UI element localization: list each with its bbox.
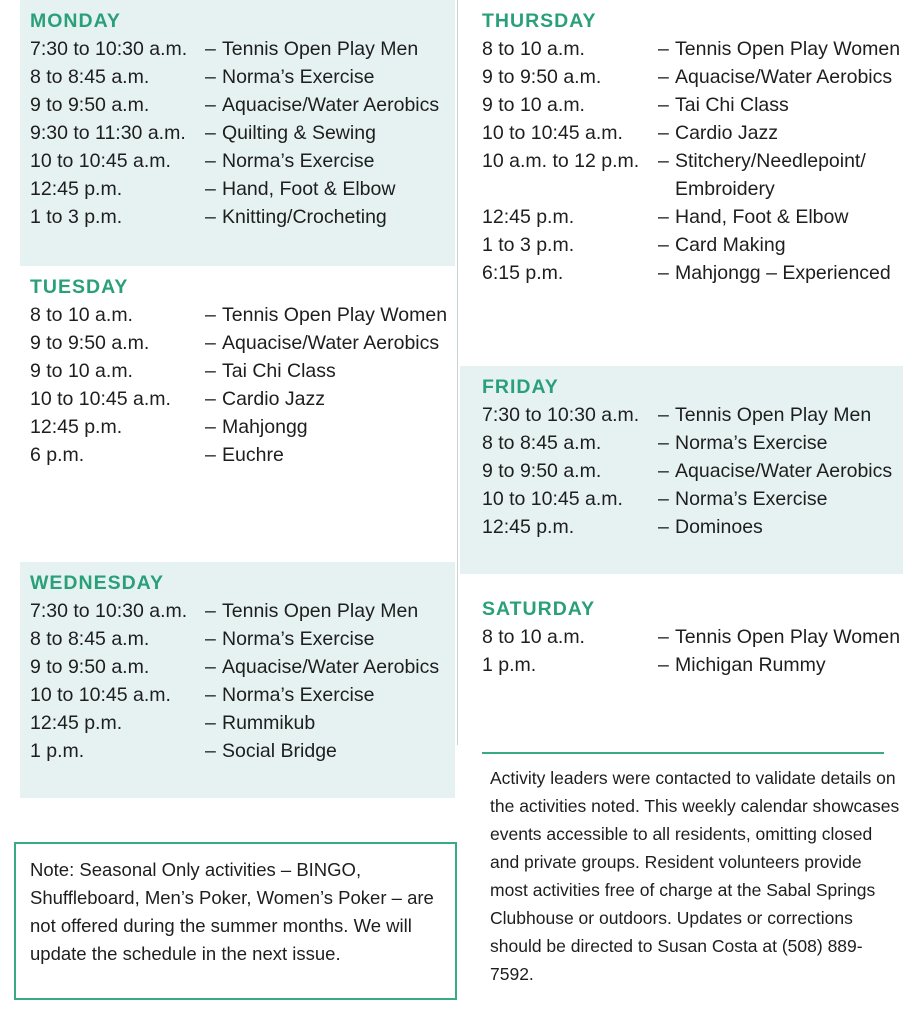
activity-cell [205,625,455,653]
schedule-row [482,485,903,513]
activity-cell [205,175,455,203]
schedule-row [482,91,903,119]
activity-name: Rummikub [222,712,316,734]
activity-time: 12:45 p.m. [482,516,575,538]
activity-name: Mahjongg – Experienced [675,262,891,284]
dash-separator: – [205,416,216,438]
activity-cell [205,203,455,231]
activity-time: 10 to 10:45 a.m. [30,150,171,172]
activity-name: Aquacise/Water Aerobics [222,94,440,116]
activity-time: 8 to 10 a.m. [482,626,585,648]
schedule-row [482,231,903,259]
day-tuesday [20,266,455,562]
activity-name: Social Bridge [222,740,337,762]
activity-name: Cardio Jazz [222,388,325,410]
schedule-row [30,385,455,413]
day-monday [20,0,455,266]
activity-time: 9 to 9:50 a.m. [30,656,150,678]
dash-separator: – [658,94,669,116]
dash-separator: – [658,150,669,172]
activity-cell [205,329,455,357]
activity-time: 9 to 9:50 a.m. [30,94,150,116]
dash-separator: – [205,444,216,466]
schedule-row [482,147,903,203]
activity-cell [658,513,903,541]
schedule-row [30,63,455,91]
activity-cell [658,231,903,259]
seasonal-note-text: Note: Seasonal Only activities – BINGO, Shuffleboard, Men’s Poker, Women’s Poker – are not offered during the summer months. We will update the schedule in the next issue. [30,859,434,964]
dash-separator: – [658,626,669,648]
activity-cell [658,457,903,485]
activity-time: 7:30 to 10:30 a.m. [30,38,188,60]
activity-name: Norma’s Exercise [675,432,828,454]
activity-time: 8 to 8:45 a.m. [30,66,150,88]
schedule-row [30,441,455,469]
activity-time: 9 to 10 a.m. [482,94,585,116]
activity-time: 10 to 10:45 a.m. [482,488,623,510]
dash-separator: – [205,122,216,144]
dash-separator: – [205,656,216,678]
schedule-row [482,63,903,91]
activity-time: 10 a.m. to 12 p.m. [482,150,640,172]
dash-separator: – [205,600,216,622]
activity-name: Tennis Open Play Women [222,304,448,326]
activity-cell [658,91,903,119]
schedule-row [482,401,903,429]
activity-cell [658,429,903,457]
dash-separator: – [205,94,216,116]
dash-separator: – [205,684,216,706]
activity-name: Tai Chi Class [222,360,336,382]
activity-cell [658,651,903,679]
schedule-row [30,203,455,231]
dash-separator: – [658,206,669,228]
activity-cell [205,301,455,329]
dash-separator: – [205,388,216,410]
activity-time: 9 to 9:50 a.m. [482,460,602,482]
activity-cell [658,485,903,513]
activity-time: 10 to 10:45 a.m. [30,684,171,706]
schedule-row [30,119,455,147]
schedule-row [30,175,455,203]
activity-name: Aquacise/Water Aerobics [222,656,440,678]
activity-cell [205,709,455,737]
schedule-row [30,357,455,385]
activity-time: 12:45 p.m. [30,416,123,438]
activity-cell [658,623,903,651]
day-saturday [460,574,903,744]
activity-name: Aquacise/Water Aerobics [675,66,893,88]
activity-name: Tennis Open Play Men [222,38,419,60]
activity-time: 8 to 10 a.m. [482,38,585,60]
activity-name: Hand, Foot & Elbow [222,178,396,200]
activity-time: 7:30 to 10:30 a.m. [30,600,188,622]
activity-name: Card Making [675,234,786,256]
day-title: SATURDAY [482,598,596,620]
schedule-row [30,147,455,175]
dash-separator: – [658,262,669,284]
schedule-row [30,329,455,357]
dash-separator: – [205,360,216,382]
activity-time: 12:45 p.m. [30,712,123,734]
activity-name: Tennis Open Play Men [675,404,872,426]
activity-time: 1 p.m. [30,740,85,762]
dash-separator: – [205,628,216,650]
dash-separator: – [658,432,669,454]
day-friday [460,366,903,574]
activity-cell [205,119,455,147]
activity-name: Tai Chi Class [675,94,789,116]
activity-cell [205,441,455,469]
activity-name: Hand, Foot & Elbow [675,206,849,228]
activity-cell [658,203,903,231]
activity-cell [205,681,455,709]
dash-separator: – [658,38,669,60]
activity-info-text: Activity leaders were contacted to validate details on the activities noted. This weekly calendar showcases events accessible to all residents, omitting closed and private groups. Resident volunteers provide most activities free of charge at the Sabal Springs Clubhouse or outdoors. Updates or corrections should be directed to Susan Costa at (508) 889-7592. [490,768,900,984]
activity-cell [205,653,455,681]
activity-name: Aquacise/Water Aerobics [222,332,440,354]
activity-time: 7:30 to 10:30 a.m. [482,404,640,426]
activity-name: Norma’s Exercise [222,150,375,172]
activity-name: Tennis Open Play Women [675,38,901,60]
activity-time: 9 to 9:50 a.m. [482,66,602,88]
activity-cell [205,357,455,385]
activity-time: 9 to 10 a.m. [30,360,133,382]
day-title: FRIDAY [482,376,559,398]
day-title: THURSDAY [482,10,597,32]
schedule-row [482,429,903,457]
activity-time: 1 to 3 p.m. [30,206,123,228]
activity-name: Euchre [222,444,284,466]
right-column [460,0,903,744]
activity-cell [658,35,903,63]
day-title: TUESDAY [30,276,129,298]
dash-separator: – [658,516,669,538]
activity-name: Norma’s Exercise [222,684,375,706]
day-title: WEDNESDAY [30,572,164,594]
activity-name: Stitchery/Needlepoint/ Embroidery [675,150,866,200]
dash-separator: – [205,178,216,200]
activity-cell [205,91,455,119]
dash-separator: – [658,66,669,88]
schedule-row [482,513,903,541]
activity-name: Michigan Rummy [675,654,826,676]
activity-time: 9:30 to 11:30 a.m. [30,122,186,144]
activity-cell [205,35,455,63]
activity-cell [205,597,455,625]
schedule-row [482,35,903,63]
day-title: MONDAY [30,10,121,32]
dash-separator: – [658,234,669,256]
dash-separator: – [658,404,669,426]
activity-cell [205,147,455,175]
dash-separator: – [658,122,669,144]
activity-name: Knitting/Crocheting [222,206,387,228]
activity-name: Tennis Open Play Men [222,600,419,622]
activity-name: Cardio Jazz [675,122,778,144]
schedule-row [482,457,903,485]
schedule-row [30,91,455,119]
activity-time: 8 to 8:45 a.m. [482,432,602,454]
day-thursday [460,0,903,366]
activity-cell [658,147,903,203]
schedule-row [482,203,903,231]
schedule-row [30,301,455,329]
info-divider [482,752,884,754]
dash-separator: – [205,150,216,172]
activity-name: Norma’s Exercise [222,66,375,88]
activity-name: Norma’s Exercise [675,488,828,510]
activity-time: 8 to 8:45 a.m. [30,628,150,650]
activity-cell [205,737,455,765]
schedule-row [482,259,903,287]
schedule-row [30,597,455,625]
schedule-row [30,625,455,653]
activity-cell [658,401,903,429]
activity-time: 9 to 9:50 a.m. [30,332,150,354]
activity-time: 6 p.m. [30,444,85,466]
dash-separator: – [205,332,216,354]
column-divider [457,0,458,745]
activity-cell [658,63,903,91]
schedule-row [482,623,903,651]
activity-name: Quilting & Sewing [222,122,376,144]
activity-time: 10 to 10:45 a.m. [30,388,171,410]
seasonal-note-box [14,842,457,1000]
schedule-row [30,709,455,737]
activity-cell [658,119,903,147]
activity-name: Mahjongg [222,416,308,438]
schedule-row [30,681,455,709]
dash-separator: – [658,488,669,510]
activity-name: Dominoes [675,516,763,538]
dash-separator: – [205,740,216,762]
activity-cell [205,63,455,91]
activity-time: 1 p.m. [482,654,537,676]
schedule-row [30,35,455,63]
activity-time: 10 to 10:45 a.m. [482,122,623,144]
schedule-row [30,413,455,441]
schedule-row [482,651,903,679]
day-wednesday [20,562,455,798]
activity-cell [658,259,903,287]
activity-time: 6:15 p.m. [482,262,564,284]
activity-time: 1 to 3 p.m. [482,234,575,256]
activity-cell [205,385,455,413]
dash-separator: – [658,460,669,482]
activity-name: Norma’s Exercise [222,628,375,650]
left-column [20,0,455,798]
schedule-row [482,119,903,147]
activity-name: Aquacise/Water Aerobics [675,460,893,482]
schedule-row [30,737,455,765]
dash-separator: – [658,654,669,676]
dash-separator: – [205,66,216,88]
activity-time: 8 to 10 a.m. [30,304,133,326]
schedule-row [30,653,455,681]
dash-separator: – [205,206,216,228]
dash-separator: – [205,38,216,60]
activity-cell [205,413,455,441]
dash-separator: – [205,304,216,326]
activity-time: 12:45 p.m. [482,206,575,228]
activity-name: Tennis Open Play Women [675,626,901,648]
dash-separator: – [205,712,216,734]
activity-time: 12:45 p.m. [30,178,123,200]
